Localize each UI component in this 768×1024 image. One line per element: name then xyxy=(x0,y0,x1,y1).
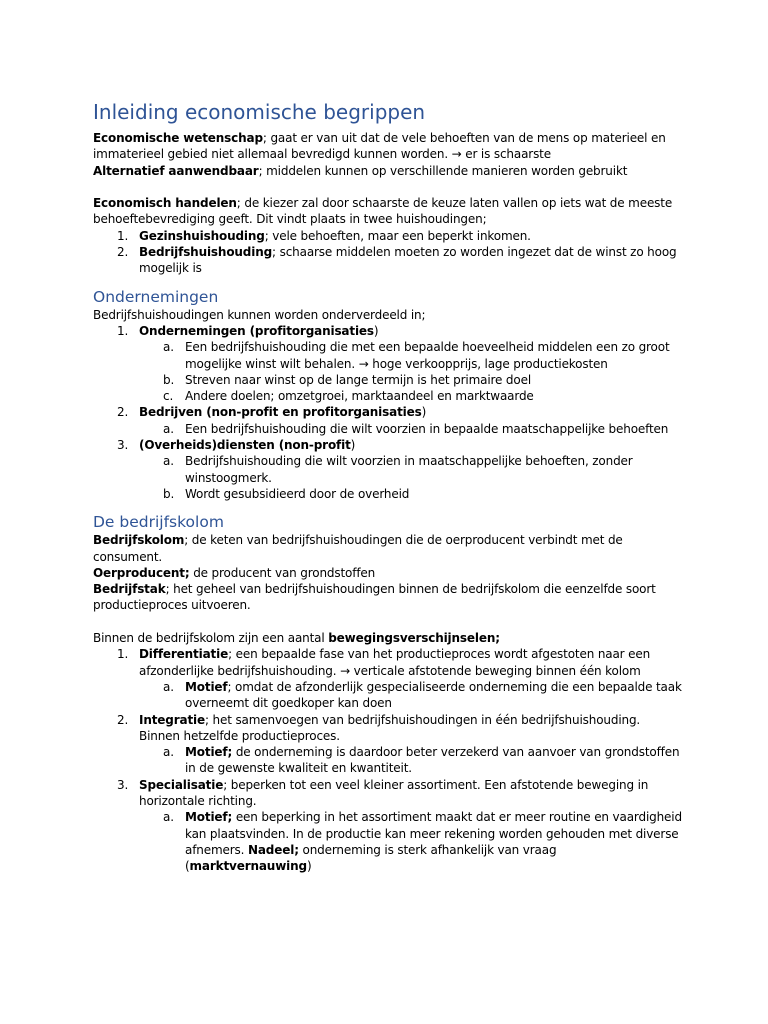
paragraph-bewegingsverschijnselen: Binnen de bedrijfskolom zijn een aantal bewegingsverschijnselen; xyxy=(93,631,500,646)
sub-list-item: c. Andere doelen; omzetgroei, marktaandeel en marktwaarde xyxy=(163,389,534,404)
sub-list-item: a. Een bedrijfshuishouding die wilt voorzien in bepaalde maatschappelijke behoeften xyxy=(163,421,669,436)
term: Economische wetenschap xyxy=(93,131,263,145)
paragraph-alternatief: Alternatief aanwendbaar; middelen kunnen op verschillende manieren worden gebruikt xyxy=(93,163,628,178)
sub-list-item: a. Bedrijfshuishouding die wilt voorzien in maatschappelijke behoeften, zonder winstoogmerk. xyxy=(163,454,633,485)
list-item: 3. Specialisatie; beperken tot een veel kleiner assortiment. Een afstotende beweging in horizontale richting. xyxy=(117,777,649,808)
term: Alternatief aanwendbaar xyxy=(93,163,259,178)
list-item: 1. Gezinshuishouding; vele behoeften, maar een beperkt inkomen. xyxy=(117,228,531,243)
paragraph-economische-wetenschap: Economische wetenschap; gaat er van uit dat de vele behoeften van de mens op materieel en immaterieel gebied niet allemaal bevredigd kunnen worden. → er is schaarste xyxy=(93,131,666,162)
document-body xyxy=(93,100,683,874)
sub-list-item: a. Motief; de onderneming is daardoor beter verzekerd van aanvoer van grondstoffen in de gewenste kwaliteit en kwantiteit. xyxy=(163,745,680,776)
sub-list-item: a. Een bedrijfshuishouding die met een bepaalde hoeveelheid middelen een zo groot mogelijke winst wilt behalen. → hoge verkoopprijs, lage productiekosten xyxy=(163,340,670,371)
list-item: 3. (Overheids)diensten (non-profit) xyxy=(117,438,356,453)
arrow-icon: → xyxy=(340,663,350,678)
sub-list-item: b. Streven naar winst op de lange termijn is het primaire doel xyxy=(163,372,532,387)
ondernemingen-list xyxy=(93,323,683,502)
term: Economisch handelen xyxy=(93,196,237,211)
sub-list-item: a. Motief; omdat de afzonderlijk gespecialiseerde onderneming die een bepaalde taak overneemt dit goedkoper kan doen xyxy=(163,679,682,711)
section-heading-bedrijfskolom: De bedrijfskolom xyxy=(93,513,224,532)
arrow-icon: → xyxy=(358,356,369,371)
huishoudingen-list xyxy=(93,228,683,277)
list-item: 2. Bedrijven (non-profit en profitorganisaties) xyxy=(117,405,427,420)
list-item: 2. Bedrijfshuishouding; schaarse middelen moeten zo worden ingezet dat de winst zo hoog mogelijk is xyxy=(117,245,677,276)
arrow-icon: → xyxy=(451,147,462,162)
list-item: 1. Ondernemingen (profitorganisaties) xyxy=(117,323,379,338)
bewegingen-list xyxy=(93,646,683,874)
paragraph-bedrijfskolom: Bedrijfskolom; de keten van bedrijfshuishoudingen die de oerproducent verbindt met de consument. xyxy=(93,533,623,564)
paragraph-onderverdeeld: Bedrijfshuishoudingen kunnen worden onderverdeeld in; xyxy=(93,307,426,322)
sub-list-item: a. Motief; een beperking in het assortiment maakt dat er meer routine en vaardigheid kan plaatsvinden. In de productie kan meer rekening worden gehouden met diverse afnemers. Nadeel; onderneming is sterk afhankelijk van vraag (marktvernauwing) xyxy=(163,810,682,874)
paragraph-bedrijfstak: Bedrijfstak; het geheel van bedrijfshuishoudingen binnen de bedrijfskolom die eenzelfde soort productieproces uitvoeren. xyxy=(93,582,656,613)
list-item: 2. Integratie; het samenvoegen van bedrijfshuishoudingen in één bedrijfshuishouding. Binnen hetzelfde productieproces. xyxy=(117,712,641,743)
paragraph-oerproducent: Oerproducent; de producent van grondstoffen xyxy=(93,565,376,580)
section-heading-ondernemingen: Ondernemingen xyxy=(93,287,219,306)
page-title: Inleiding economische begrippen xyxy=(93,100,426,124)
sub-list-item: b. Wordt gesubsidieerd door de overheid xyxy=(163,486,410,501)
paragraph-economisch-handelen: Economisch handelen; de kiezer zal door schaarste de keuze laten vallen op iets wat de meeste behoeftebevrediging geeft. Dit vindt plaats in twee huishoudingen; xyxy=(93,196,673,227)
list-item: 1. Differentiatie; een bepaalde fase van het productieproces wordt afgestoten naar een afzonderlijke bedrijfshuishouding. → verticale afstotende beweging binnen één kolom xyxy=(117,647,651,678)
